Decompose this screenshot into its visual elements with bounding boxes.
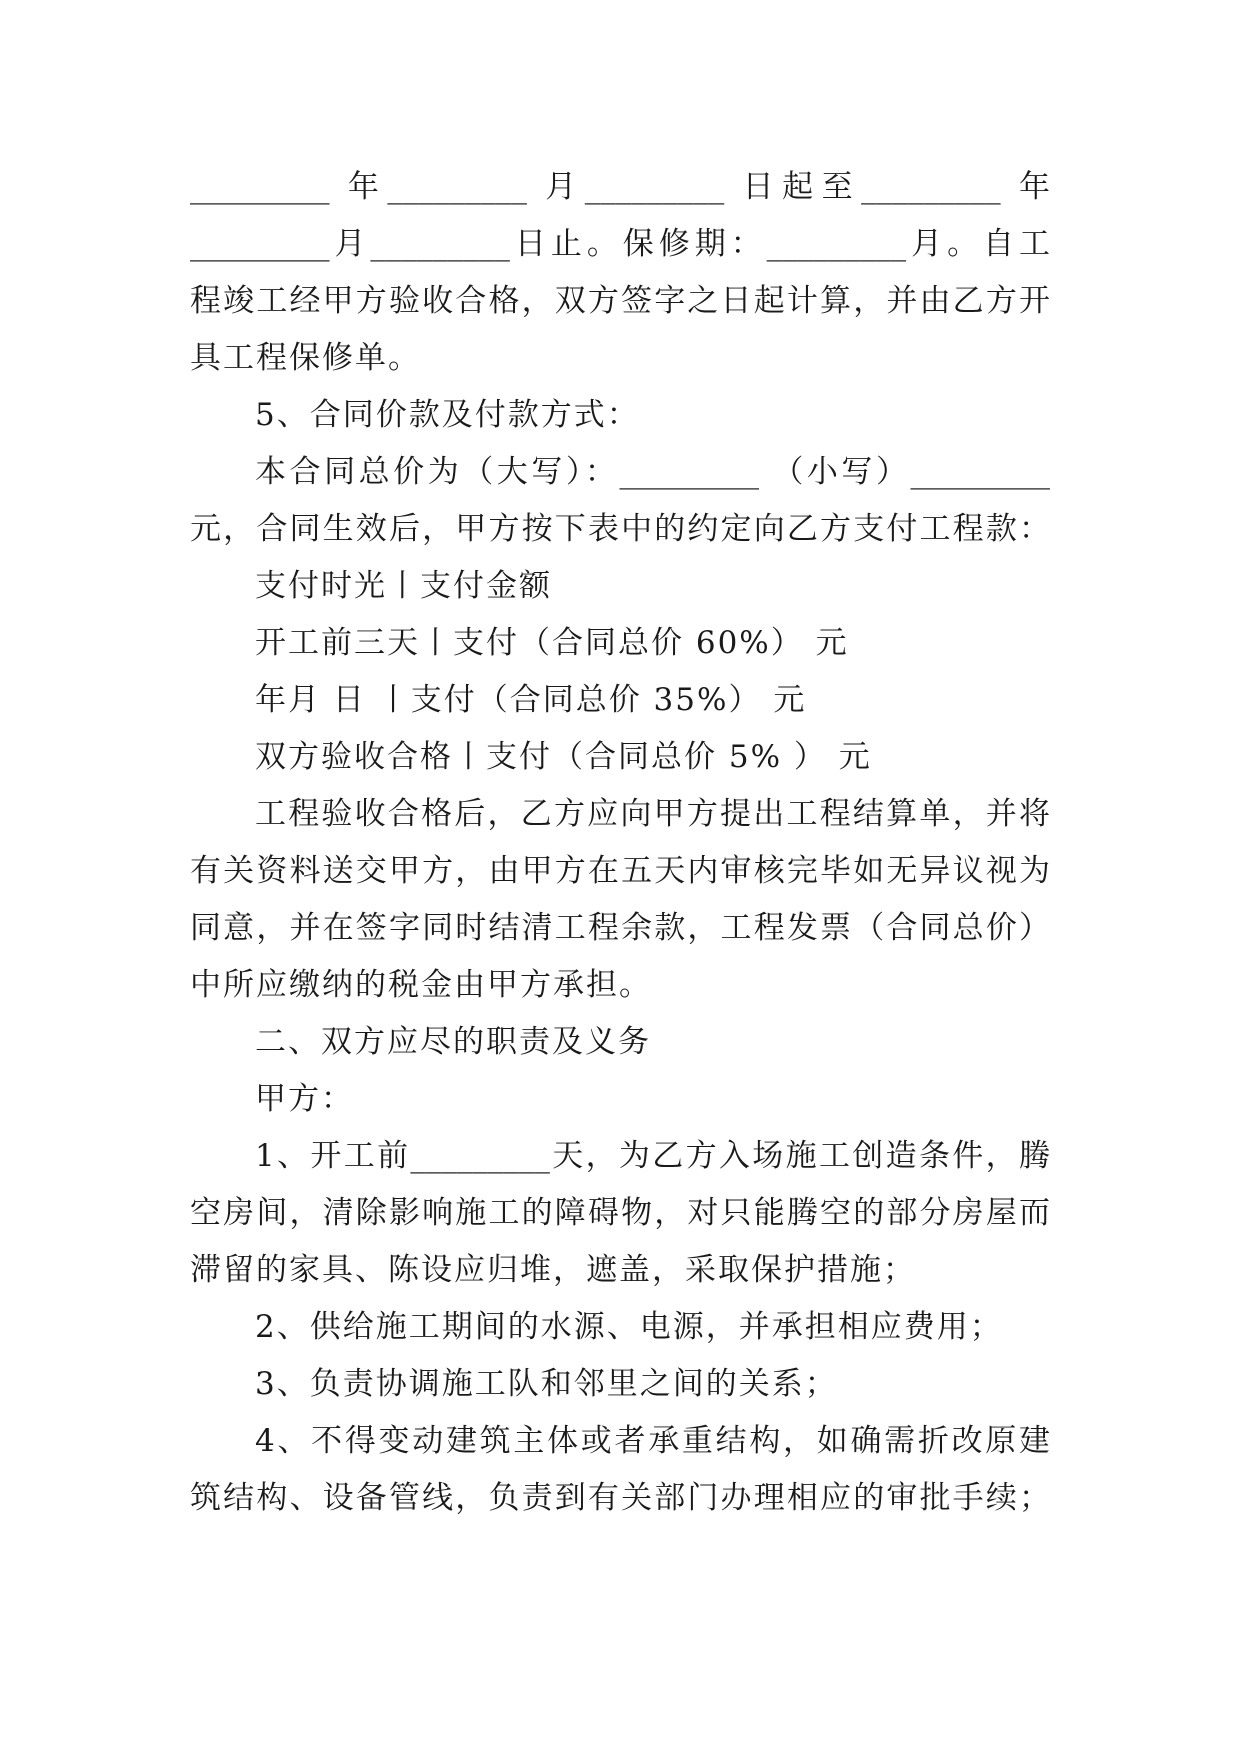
party-heading: 甲方：: [255, 1081, 354, 1117]
text-line: _________ 年_________ 月_________ 日起至_________ 年: [190, 169, 1050, 205]
payment-table-row: 双方验收合格丨支付（合同总价 5% ） 元: [255, 739, 872, 775]
text-line: 有关资料送交甲方，由甲方在五天内审核完毕如无异议视为: [190, 853, 1050, 889]
section-heading: 二、双方应尽的职责及义务: [255, 1024, 651, 1060]
text-line: 2、供给施工期间的水源、电源，并承担相应费用；: [255, 1309, 1003, 1345]
text-line: 工程验收合格后，乙方应向甲方提出工程结算单，并将: [255, 796, 1050, 832]
payment-table-row: 年月 日 丨支付（合同总价 35%） 元: [255, 682, 807, 718]
section-heading: 5、合同价款及付款方式：: [255, 397, 640, 433]
text-line: 程竣工经甲方验收合格，双方签字之日起计算，并由乙方开: [190, 283, 1050, 319]
text-line: _________月_________日止。保修期：_________月。自工: [190, 226, 1050, 262]
payment-table-header: 支付时光丨支付金额: [255, 568, 552, 604]
text-line: 3、负责协调施工队和邻里之间的关系；: [255, 1366, 838, 1402]
text-line: 筑结构、设备管线，负责到有关部门办理相应的审批手续；: [190, 1480, 1050, 1516]
text-line: 中所应缴纳的税金由甲方承担。: [190, 967, 652, 1003]
payment-table-row: 开工前三天丨支付（合同总价 60%） 元: [255, 625, 849, 661]
text-line: 元，合同生效后，甲方按下表中的约定向乙方支付工程款：: [190, 511, 1050, 547]
text-line: 同意，并在签字同时结清工程余款，工程发票（合同总价）: [190, 910, 1050, 946]
text-line: 具工程保修单。: [190, 340, 421, 376]
text-line: 本合同总价为（大写）：_________ （小写）_________: [255, 454, 1050, 490]
text-line: 4、不得变动建筑主体或者承重结构，如确需折改原建: [255, 1423, 1050, 1459]
text-line: 滞留的家具、陈设应归堆，遮盖，采取保护措施；: [190, 1252, 916, 1288]
text-line: 1、开工前_________天，为乙方入场施工创造条件，腾: [255, 1138, 1050, 1174]
text-line: 空房间，清除影响施工的障碍物，对只能腾空的部分房屋而: [190, 1195, 1050, 1231]
